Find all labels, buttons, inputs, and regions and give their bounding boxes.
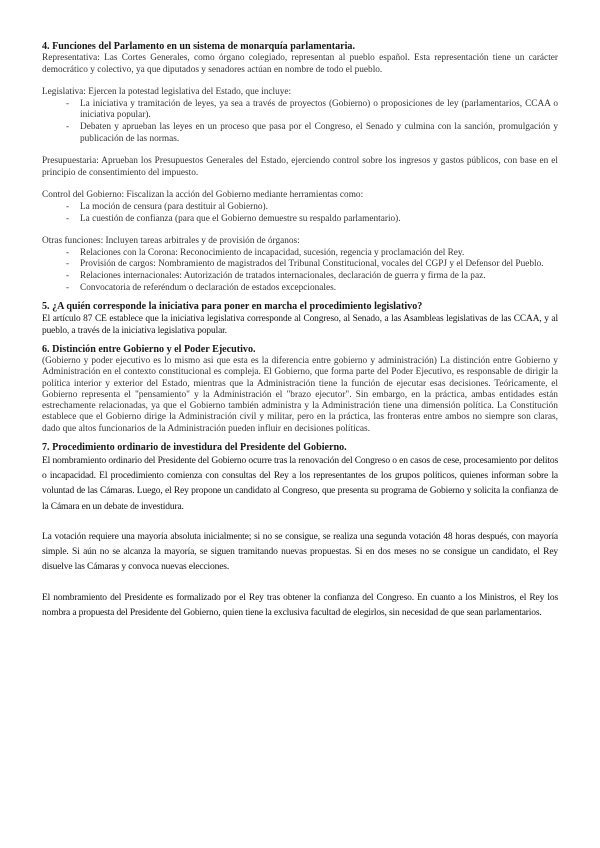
document-page xyxy=(42,40,558,621)
section-7-heading: 7. Procedimiento ordinario de investidura del Presidente del Gobierno. xyxy=(42,441,347,453)
list-item: - La moción de censura (para destituir al Gobierno). xyxy=(66,202,558,214)
otras-list xyxy=(42,248,558,294)
otras-intro: Otras funciones: Incluyen tareas arbitrales y de provisión de órganos: xyxy=(42,236,300,247)
legislativa-intro: Legislativa: Ejercen la potestad legislativa del Estado, que incluye: xyxy=(42,87,292,98)
section-6-heading: 6. Distinción entre Gobierno y el Poder Ejecutivo. xyxy=(42,344,256,356)
presupuestaria-paragraph: Presupuestaria: Aprueban los Presupuestos Generales del Estado, ejerciendo control sobre los ingresos y gastos públicos, con base en el principio de consentimiento del impuesto. xyxy=(42,156,558,178)
section-7 xyxy=(42,441,558,622)
list-item: - La cuestión de confianza (para que el Gobierno demuestre su respaldo parlamentario). xyxy=(66,214,558,226)
representativa-paragraph: Representativa: Las Cortes Generales, como órgano colegiado, representan al pueblo español. Esta representación tiene un carácter democrático y colectivo, ya que diputados y senadores actúan en nombre de todo el pueblo. xyxy=(42,53,558,75)
list-item: - Convocatoria de referéndum o declaración de estados excepcionales. xyxy=(66,283,558,295)
list-item: - La iniciativa y tramitación de leyes, ya sea a través de proyectos (Gobierno) o proposiciones de ley (parlamentarios, CCAA o iniciativa popular). xyxy=(66,99,558,122)
section-5-text: El artículo 87 CE establece que la iniciativa legislativa corresponde al Congreso, al Senado, a las Asambleas legislativas de las CCAA, y al pueblo, a través de la iniciativa legislativa popular. xyxy=(42,314,558,337)
legislativa-list xyxy=(42,99,558,145)
section-4-heading: 4. Funciones del Parlamento en un sistema de monarquía parlamentaria. xyxy=(42,41,355,52)
list-item: - Debaten y aprueban las leyes en un proceso que pasa por el Congreso, el Senado y culmina con la sanción, promulgación y publicación de las normas. xyxy=(66,122,558,145)
section-4 xyxy=(42,40,558,294)
list-item: - Relaciones internacionales: Autorización de tratados internacionales, declaración de guerra y firma de la paz. xyxy=(66,271,558,283)
section-6 xyxy=(42,343,558,434)
control-list xyxy=(42,202,558,225)
section-6-text: (Gobierno y poder ejecutivo es lo mismo asi que esta es la diferencia entre gobierno y administración) La distinción entre Gobierno y Administración en el contexto constitucional es compleja. El Gobierno, que forma parte del Poder Ejecutivo, es responsable de dirigir la política interior y exterior del Estado, mientras que la Administración tiene la función de ejecutar esas decisiones. Teóricamente, el Gobierno representa el "pensamiento" y la Administración el "brazo ejecutor". Sin embargo, en la práctica, ambas entidades están estrechamente relacionadas, ya que el Gobierno también administra y la Administración tiene una dimensión política. La Constitución establece que el Gobierno dirige la Administración civil y militar, pero en la práctica, las fronteras entre ambos no siempre son claras, dado que altos funcionarios de la Administración pueden influir en decisiones políticas. xyxy=(42,356,558,434)
list-item: - Provisión de cargos: Nombramiento de magistrados del Tribunal Constitucional, vocales del CGPJ y el Defensor del Pueblo. xyxy=(66,259,558,271)
section-7-paragraph: El nombramiento del Presidente es formalizado por el Rey tras obtener la confianza del Congreso. En cuanto a los Ministros, el Rey los nombra a propuesta del Presidente del Gobierno, quien tiene la exclusiva facultad de elegirlos, sin necesidad de que sean parlamentarios. xyxy=(42,592,558,619)
section-5-heading: 5. ¿A quién corresponde la iniciativa para poner en marcha el procedimiento legislativo? xyxy=(42,301,423,313)
section-5 xyxy=(42,300,558,337)
section-7-paragraph: El nombramiento ordinario del Presidente del Gobierno ocurre tras la renovación del Congreso o en casos de cese, procesamiento por delitos o incapacidad. El procedimiento comienza con consultas del Rey a los representantes de los grupos políticos, quienes informan sobre la voluntad de las Cámaras. Luego, el Rey propone un candidato al Congreso, que presenta su programa de Gobierno y solicita la confianza de la Cámara en un debate de investidura. xyxy=(42,455,558,512)
control-intro: Control del Gobierno: Fiscalizan la acción del Gobierno mediante herramientas como: xyxy=(42,190,364,201)
section-7-paragraph: La votación requiere una mayoría absoluta inicialmente; si no se consigue, se realiza una segunda votación 48 horas después, con mayoría simple. Si aún no se alcanza la mayoría, se siguen tramitando nuevas propuestas. Si en dos meses no se consigue un candidato, el Rey disuelve las Cámaras y convoca nuevas elecciones. xyxy=(42,531,558,573)
list-item: - Relaciones con la Corona: Reconocimiento de incapacidad, sucesión, regencia y proclamación del Rey. xyxy=(66,248,558,260)
